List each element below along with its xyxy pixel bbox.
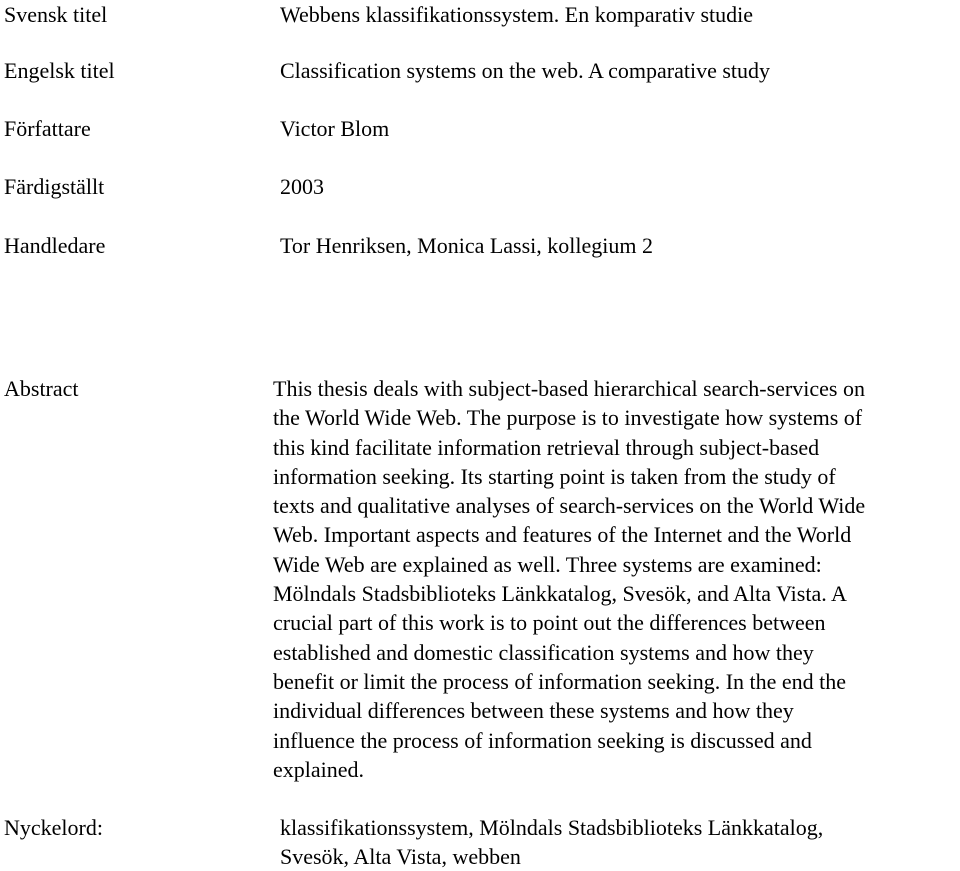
abstract-text [273,374,958,784]
abstract-line: Mölndals Stadsbiblioteks Länkkatalog, Svesök, and Alta Vista. A [273,581,847,607]
fardigstallt-value: 2003 [280,174,324,199]
abstract-line: texts and qualitative analyses of search-services on the World Wide [273,493,866,519]
svensk-titel-value: Webbens klassifikationssystem. En komparativ studie [280,2,753,27]
abstract-line: explained. [273,756,365,782]
keywords-line: Svesök, Alta Vista, webben [280,844,521,869]
abstract-line: Wide Web are explained as well. Three systems are examined: [273,551,822,577]
engelsk-titel-value: Classification systems on the web. A comparative study [280,58,771,83]
engelsk-titel-label: Engelsk titel [4,58,115,83]
abstract-line: Web. Important aspects and features of the Internet and the World [273,522,852,548]
abstract-line: This thesis deals with subject-based hierarchical search-services on [273,376,865,401]
handledare-label: Handledare [4,233,106,258]
abstract-label: Abstract [4,376,79,401]
abstract-line: the World Wide Web. The purpose is to investigate how systems of [273,405,863,431]
nyckelord-label: Nyckelord: [4,815,103,840]
svensk-titel-label: Svensk titel [4,2,108,27]
abstract-line: information seeking. Its starting point is taken from the study of [273,463,836,489]
keywords-line: klassifikationssystem, Mölndals Stadsbiblioteks Länkkatalog, [280,815,824,840]
keywords-text [280,813,950,871]
handledare-value: Tor Henriksen, Monica Lassi, kollegium 2 [280,233,654,258]
abstract-line: influence the process of information seeking is discussed and [273,727,812,753]
fardigstallt-label: Färdigställt [4,174,105,199]
abstract-line: established and domestic classification systems and how they [273,639,814,665]
abstract-line: benefit or limit the process of information seeking. In the end the [273,668,847,694]
abstract-line: individual differences between these systems and how they [273,698,794,724]
abstract-line: this kind facilitate information retrieval through subject-based [273,434,820,460]
abstract-line: crucial part of this work is to point out the differences between [273,610,826,636]
forfattare-value: Victor Blom [280,116,390,141]
forfattare-label: Författare [4,116,91,141]
